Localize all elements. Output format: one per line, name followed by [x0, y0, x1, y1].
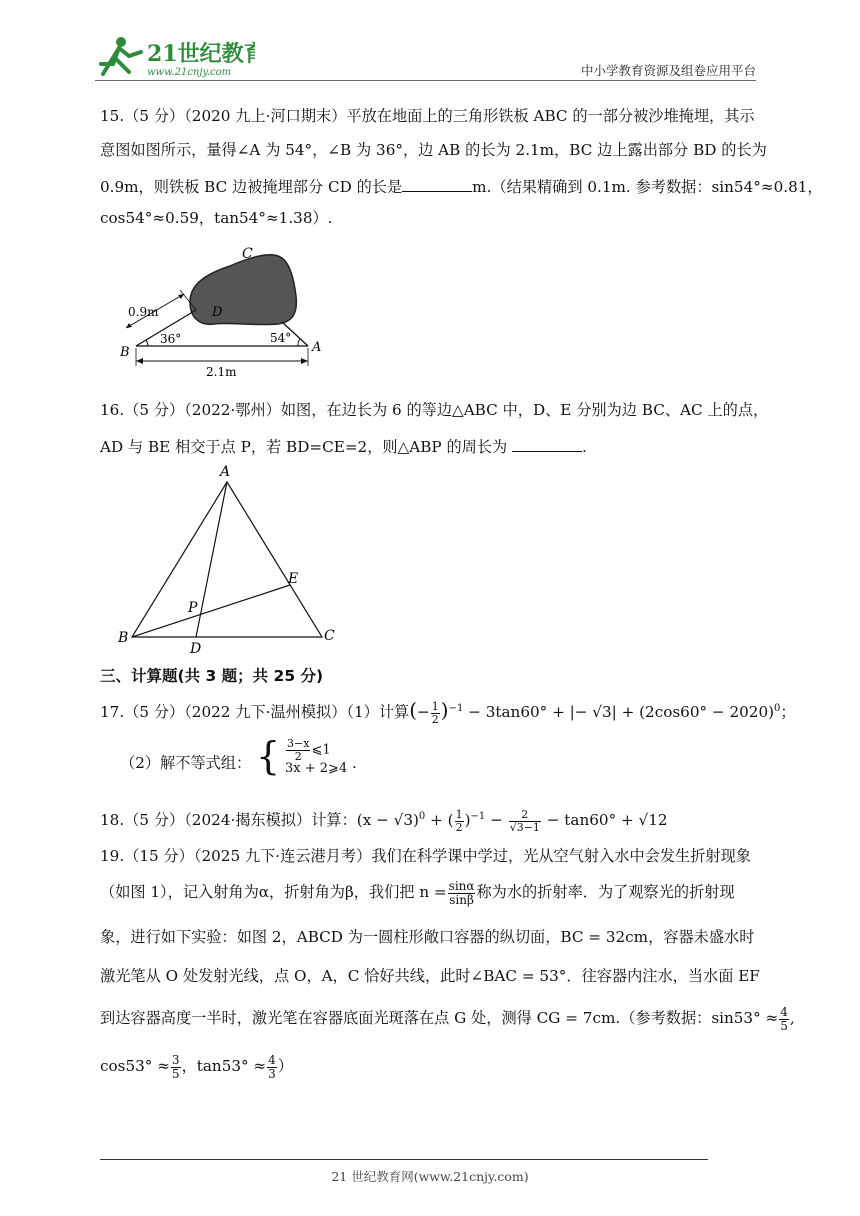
q17-line1: 17.（5 分）（2022 九下·温州模拟）（1）计算(− $\frac{1}{2}$ )$^{-1}$ − 3tan60° + |− $√3| + (2\cos 60^\circ - 2020)^0$；: [100, 698, 796, 726]
header-divider: [95, 80, 756, 81]
frac-num: 4: [780, 1005, 788, 1019]
q15-line3-tail: m.（结果精确到 0.1m. 参考数据：sin54°≈0.81，: [472, 178, 823, 196]
q18-term2-close: ): [464, 811, 471, 830]
q19-line5-text: 到达容器高度一半时，激光笔在容器底面光斑落在点 G 处，测得 CG = 7cm.（参考数据：sin53° ≈: [100, 1009, 779, 1028]
q19-line2-text: （如图 1），记入射角为α，折射角为β，我们把 n =: [100, 883, 447, 902]
exponent: 0: [418, 811, 426, 822]
q19-line2-tail: 称为水的折射率．为了观察光的折射现: [476, 883, 735, 902]
frac-num: 1: [431, 700, 439, 714]
section-title: 三、计算题(共 3 题；共 25 分): [100, 667, 324, 685]
label-C: C: [324, 628, 335, 644]
exponent: −1: [448, 703, 464, 714]
label-B: B: [120, 345, 130, 360]
q16-line1: 16.（5 分）（2022·鄂州）如图，在边长为 6 的等边△ABC 中，D、E 分别为边 BC、AC 上的点，: [100, 401, 769, 419]
label-D: D: [212, 305, 223, 320]
frac-den: 5: [780, 1018, 788, 1033]
frac-num: sinα: [448, 879, 475, 893]
frac-num: 3: [171, 1053, 180, 1067]
q18-term1: (x − √3): [356, 811, 419, 830]
q18-prefix: 18.（5 分）（2024·揭东模拟）计算：: [100, 811, 357, 830]
q16-figure: [112, 460, 342, 655]
q19-line5: [100, 1005, 795, 1033]
q15-line1: 15.（5 分）（2020 九上·河口期末）平放在地面上的三角形铁板 ABC 的一部分被沙堆掩埋，其示: [100, 107, 755, 125]
ineq2: 3x + 2⩾4: [285, 761, 348, 777]
q17-expression: − 3tan60° + |− √3| + (2cos60° − 2020): [463, 703, 775, 722]
ineq1-num: 3−x: [287, 737, 310, 750]
q16-line2-tail: .: [582, 438, 587, 456]
q15-line3: [100, 177, 823, 196]
q19-line5-tail: ,: [789, 1009, 795, 1028]
q19-line6-mid: ，tan53° ≈: [181, 1057, 267, 1076]
q17-part2-prefix: （2）解不等式组：: [120, 754, 252, 772]
q19-line6: [100, 1054, 764, 1080]
q15-line3-text: 0.9m，则铁板 BC 边被掩埋部分 CD 的长是: [100, 178, 403, 196]
q17-end: ；: [780, 703, 796, 722]
frac-den: sinβ: [449, 892, 474, 907]
q18-term4: − tan60° + √12: [541, 811, 668, 830]
label-angle-B: 36°: [160, 332, 182, 346]
label-ab: 2.1m: [206, 365, 237, 379]
q18-line: 18.（5 分）（2024·揭东模拟）计算：$(x - √3)^0$ + ( $\frac{1}{2}$ )$^{-1}$ − $\frac{2}{√3-1}$ − tan60° + √12: [100, 808, 668, 834]
frac-den: 5: [171, 1066, 180, 1081]
frac-num: 1: [455, 808, 463, 822]
label-P: P: [188, 600, 198, 616]
ineq1-den: 2: [294, 749, 302, 763]
frac-den: 2: [455, 820, 463, 834]
footer-divider: [100, 1159, 708, 1160]
q19-line2: [100, 880, 764, 906]
exponent: 0: [774, 703, 781, 714]
q19-line1: 19.（15 分）（2025 九下·连云港月考）我们在科学课中学过，光从空气射入水中会发生折射现象: [100, 847, 751, 865]
exponent: −1: [470, 811, 486, 822]
logo-text: 21世纪教育: [147, 41, 255, 67]
frac-den: 2: [431, 712, 439, 726]
answer-blank[interactable]: [402, 177, 472, 192]
q17-part2-end: .: [352, 754, 357, 772]
label-A: A: [312, 340, 322, 355]
q17-prefix: 17.（5 分）（2022 九下·温州模拟）（1）计算: [100, 703, 410, 722]
q19-line6-text: cos53° ≈: [100, 1057, 170, 1076]
q15-line2: 意图如图所示，量得∠A 为 54°，∠B 为 36°，边 AB 的长为 2.1m，BC 边上露出部分 BD 的长为: [100, 141, 767, 159]
header-platform-text: 中小学教育资源及组卷应用平台: [580, 63, 756, 78]
logo-url: www.21cnjy.com: [147, 67, 232, 78]
q16-line2-text: AD 与 BE 相交于点 P，若 BD=CE=2，则△ABP 的周长为: [100, 438, 508, 456]
label-bd: 0.9m: [128, 305, 159, 319]
label-C: C: [242, 246, 253, 262]
site-logo: [95, 34, 255, 80]
label-E: E: [288, 571, 299, 587]
q17-part2: （2）解不等式组： { $\frac{3-x}{2}$ ⩽1 3x + 2⩾4 .: [120, 734, 357, 778]
frac-num: 2: [509, 809, 541, 822]
answer-blank[interactable]: [512, 437, 582, 452]
q19-line3: 象，进行如下实验：如图 2，ABCD 为一圆柱形敞口容器的纵切面，BC = 32cm，容器未盛水时: [100, 928, 755, 946]
q19-line6-tail: ）: [277, 1057, 293, 1076]
label-A: A: [220, 464, 231, 480]
frac-num: 4: [268, 1053, 276, 1067]
label-angle-A: 54°: [270, 331, 292, 345]
q18-term2-open: + (: [425, 811, 454, 830]
q15-figure: [118, 244, 338, 382]
q19-line4: 激光笔从 O 处发射光线，点 O，A，C 恰好共线，此时∠BAC = 53°．往容器内注水，当水面 EF: [100, 967, 760, 985]
frac-den: 3: [268, 1066, 276, 1081]
frac-den: √3−1: [509, 820, 540, 834]
q15-line4: cos54°≈0.59，tan54°≈1.38）.: [100, 209, 333, 227]
label-D: D: [190, 641, 202, 655]
q16-line2: [100, 437, 764, 455]
label-B: B: [118, 630, 129, 646]
ineq1-rel: ⩽1: [311, 742, 331, 758]
footer-text: 21 世纪教育网(www.21cnjy.com): [331, 1169, 529, 1184]
